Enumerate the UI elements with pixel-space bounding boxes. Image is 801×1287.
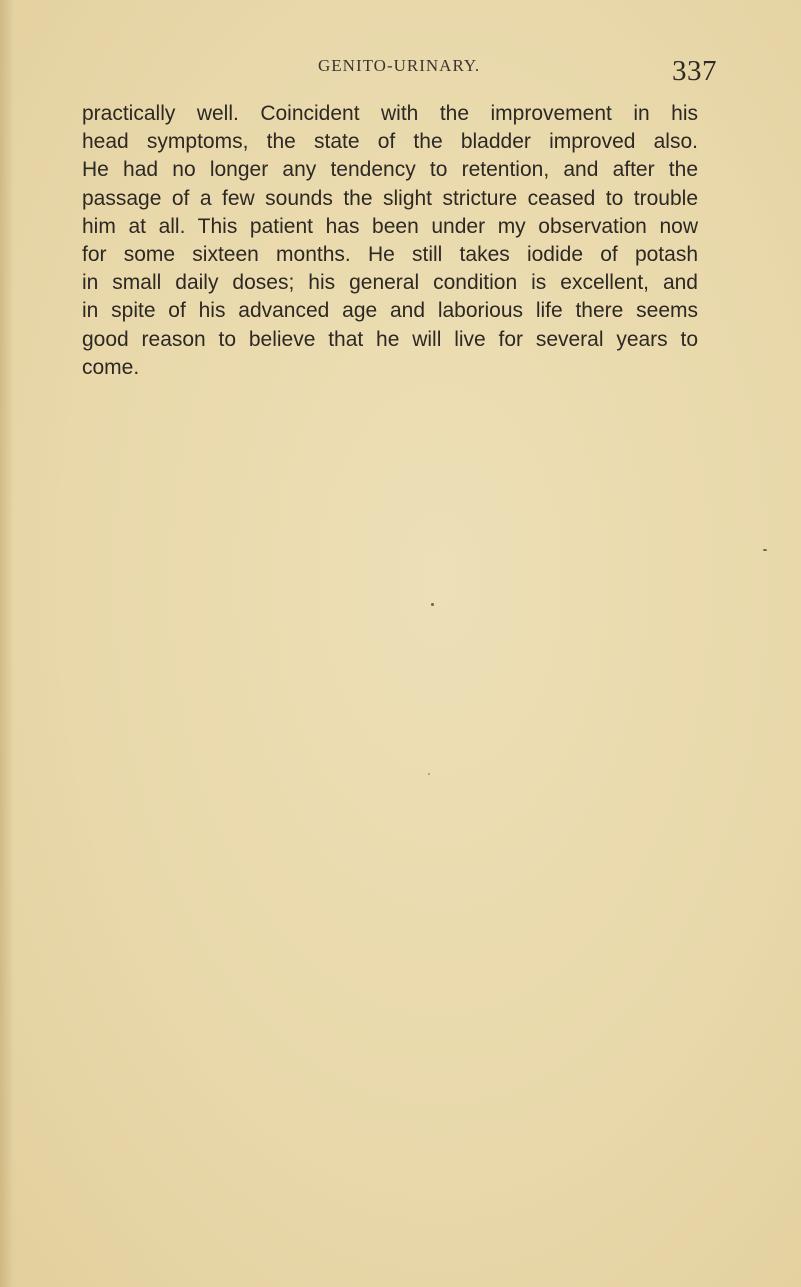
text-line: for some sixteen months. He still takes iodide of potash [82, 243, 698, 267]
text-line: passage of a few sounds the slight stricture ceased to trouble [82, 186, 698, 210]
text-line: He had no longer any tendency to retention, and after the [82, 158, 698, 182]
running-head [0, 56, 801, 86]
text-line: come. [82, 355, 140, 379]
body-paragraph [82, 100, 698, 382]
text-line: him at all. This patient has been under my observation now [82, 214, 698, 238]
paper-speck [763, 549, 767, 551]
running-title: GENITO-URINARY. [318, 56, 481, 75]
text-line: in small daily doses; his general condition is excellent, and [82, 271, 698, 295]
text-line: good reason to believe that he will live for several years to [82, 327, 698, 351]
paper-speck [428, 773, 430, 775]
text-line: head symptoms, the state of the bladder improved also. [82, 130, 698, 154]
paper-speck [431, 603, 434, 606]
page-number: 337 [672, 55, 717, 87]
page-gutter-shadow [0, 0, 14, 1287]
text-line: practically well. Coincident with the improvement in his [82, 102, 698, 125]
text-line: in spite of his advanced age and laborious life there seems [82, 299, 698, 323]
